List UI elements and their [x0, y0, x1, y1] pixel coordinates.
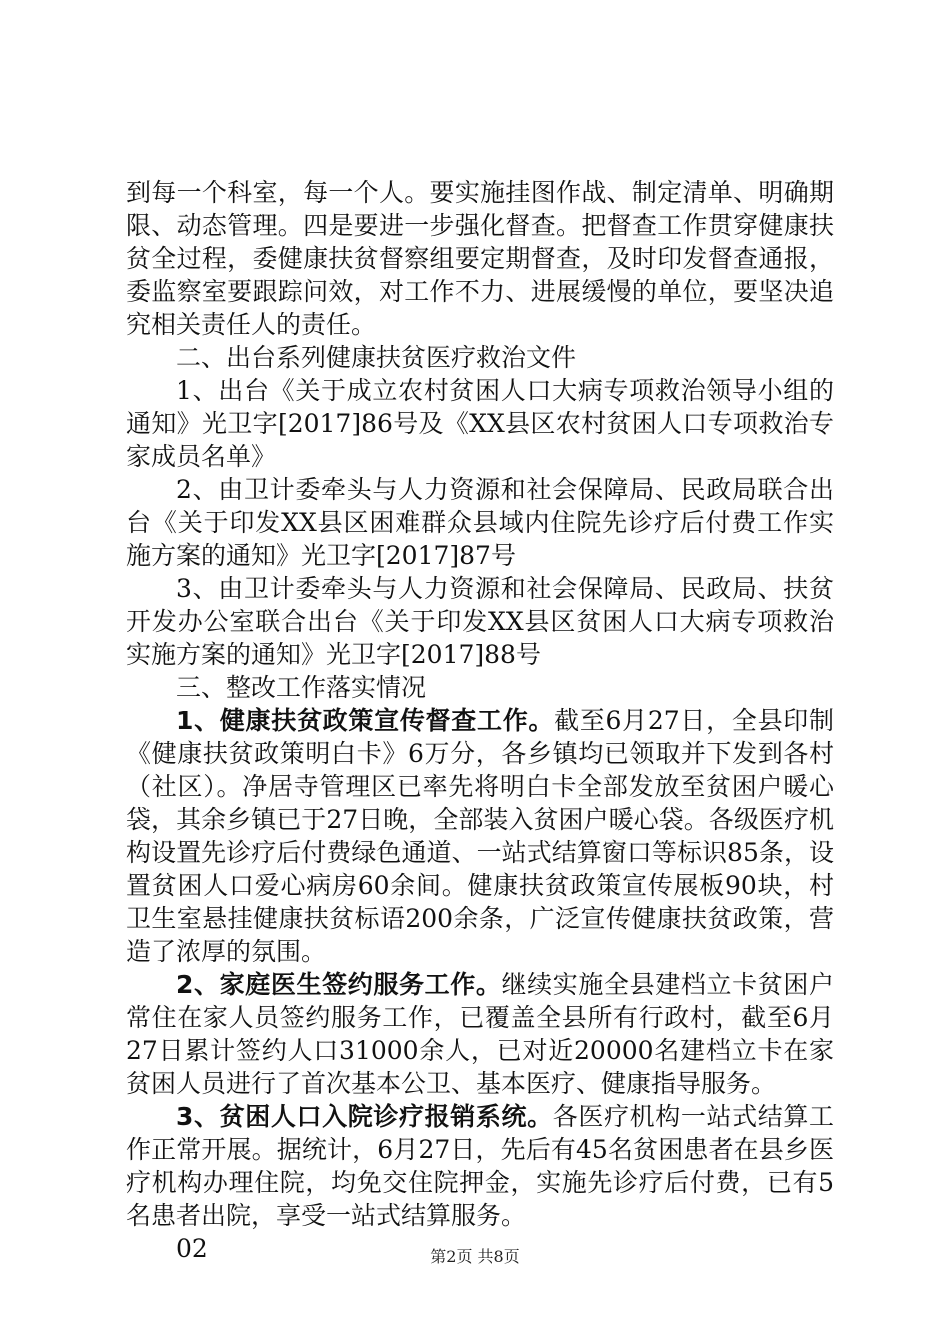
- section3-item-1: [126, 704, 834, 968]
- paragraph-continuation: 到每一个科室，每一个人。要实施挂图作战、制定清单、明确期限、动态管理。四是要进一步强化督查。把督查工作贯穿健康扶贫全过程，委健康扶贫督察组要定期督查，及时印发督查通报，委监察室要跟踪问效，对工作不力、进展缓慢的单位，要坚决追究相关责任人的责任。: [126, 178, 834, 339]
- section2-item-1: 1、出台《关于成立农村贫困人口大病专项救治领导小组的通知》光卫字[2017]86号及《XX县区农村贫困人口专项救治专家成员名单》: [126, 376, 834, 471]
- section3-item-3: [126, 1100, 834, 1232]
- section3-item-2: [126, 968, 834, 1100]
- section2-item-2: 2、由卫计委牵头与人力资源和社会保障局、民政局联合出台《关于印发XX县区困难群众县域内住院先诊疗后付费工作实施方案的通知》光卫字[2017]87号: [126, 475, 834, 570]
- document-body: [126, 176, 834, 1265]
- section3-item-3-text: 各医疗机构一站式结算工作正常开展。据统计，6月27日，先后有45名贫困患者在县乡医疗机构办理住院，均免交住院押金，实施先诊疗后付费，已有5名患者出院，享受一站式结算服务。: [126, 1102, 834, 1230]
- section-marker: 02: [176, 1234, 208, 1263]
- section3-item-2-title: 2、家庭医生签约服务工作。: [176, 970, 502, 999]
- section3-item-3-title: 3、贫困人口入院诊疗报销系统。: [176, 1102, 553, 1131]
- section-heading-2: 二、出台系列健康扶贫医疗救治文件: [176, 343, 577, 372]
- page-footer: 第2页 共8页: [430, 1247, 520, 1266]
- section3-item-1-title: 1、健康扶贫政策宣传督查工作。: [176, 706, 555, 735]
- section3-item-2-text: 继续实施全县建档立卡贫困户常住在家人员签约服务工作，已覆盖全县所有行政村，截至6月27日累计签约人口31000余人，已对近20000名建档立卡在家贫困人员进行了首次基本公卫、基本医疗、健康指导服务。: [126, 970, 834, 1098]
- section3-item-1-text: 截至6月27日，全县印制《健康扶贫政策明白卡》6万分，各乡镇均已领取并下发到各村（社区）。净居寺管理区已率先将明白卡全部发放至贫困户暖心袋，其余乡镇已于27日晚，全部装入贫困户暖心袋。各级医疗机构设置先诊疗后付费绿色通道、一站式结算窗口等标识85条，设置贫困人口爱心病房60余间。健康扶贫政策宣传展板90块，村卫生室悬挂健康扶贫标语200余条，广泛宣传健康扶贫政策，营造了浓厚的氛围。: [126, 706, 834, 966]
- section-heading-3: 三、整改工作落实情况: [176, 673, 427, 702]
- section2-item-3: 3、由卫计委牵头与人力资源和社会保障局、民政局、扶贫开发办公室联合出台《关于印发XX县区贫困人口大病专项救治实施方案的通知》光卫字[2017]88号: [126, 574, 834, 669]
